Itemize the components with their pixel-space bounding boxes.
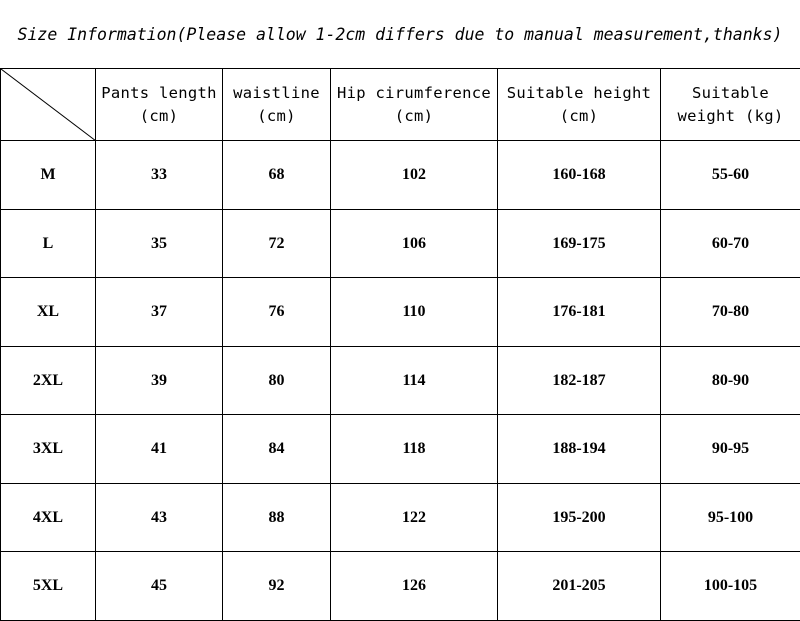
height-cell: 169-175: [498, 209, 661, 278]
header-line2: (cm): [257, 106, 296, 125]
weight-cell: 80-90: [661, 346, 800, 415]
size-cell: 2XL: [1, 346, 96, 415]
hip-cell: 118: [331, 415, 498, 484]
header-pants-length: [96, 69, 223, 141]
pants-length-cell: 33: [96, 141, 223, 210]
hip-cell: 110: [331, 278, 498, 347]
table-row: [1, 278, 800, 347]
weight-cell: 55-60: [661, 141, 800, 210]
size-cell: 3XL: [1, 415, 96, 484]
header-line1: Hip cirumference: [336, 83, 492, 102]
hip-cell: 126: [331, 552, 498, 621]
size-cell: L: [1, 209, 96, 278]
header-weight: [661, 69, 800, 141]
table-row: [1, 483, 800, 552]
header-line2: weight (kg): [677, 106, 784, 125]
hip-cell: 114: [331, 346, 498, 415]
corner-cell: [1, 69, 96, 141]
height-cell: 160-168: [498, 141, 661, 210]
table-row: [1, 346, 800, 415]
hip-cell: 102: [331, 141, 498, 210]
header-line1: Suitable: [691, 83, 770, 102]
size-cell: XL: [1, 278, 96, 347]
pants-length-cell: 37: [96, 278, 223, 347]
header-line1: Suitable height: [506, 83, 652, 102]
height-cell: 201-205: [498, 552, 661, 621]
size-cell: M: [1, 141, 96, 210]
page-title: Size Information(Please allow 1-2cm differs due to manual measurement,thanks): [17, 24, 783, 44]
header-line2: (cm): [559, 106, 599, 125]
weight-cell: 90-95: [661, 415, 800, 484]
weight-cell: 95-100: [661, 483, 800, 552]
pants-length-cell: 41: [96, 415, 223, 484]
table-row: [1, 141, 800, 210]
waistline-cell: 68: [223, 141, 331, 210]
waistline-cell: 92: [223, 552, 331, 621]
weight-cell: 60-70: [661, 209, 800, 278]
header-height: [498, 69, 661, 141]
weight-cell: 100-105: [661, 552, 800, 621]
pants-length-cell: 39: [96, 346, 223, 415]
table-row: [1, 552, 800, 621]
waistline-cell: 80: [223, 346, 331, 415]
size-cell: 4XL: [1, 483, 96, 552]
size-cell: 5XL: [1, 552, 96, 621]
height-cell: 195-200: [498, 483, 661, 552]
pants-length-cell: 43: [96, 483, 223, 552]
waistline-cell: 72: [223, 209, 331, 278]
table-row: [1, 415, 800, 484]
height-cell: 176-181: [498, 278, 661, 347]
waistline-cell: 84: [223, 415, 331, 484]
pants-length-cell: 35: [96, 209, 223, 278]
weight-cell: 70-80: [661, 278, 800, 347]
header-line1: waistline: [233, 83, 320, 102]
header-line2: (cm): [139, 106, 179, 125]
hip-cell: 106: [331, 209, 498, 278]
header-row: [1, 69, 800, 141]
table-row: [1, 209, 800, 278]
waistline-cell: 88: [223, 483, 331, 552]
height-cell: 188-194: [498, 415, 661, 484]
header-line2: (cm): [394, 106, 434, 125]
header-line1: Pants length: [101, 83, 217, 102]
waistline-cell: 76: [223, 278, 331, 347]
size-table: [0, 68, 800, 621]
header-hip: [331, 69, 498, 141]
diagonal-line: [1, 69, 95, 140]
header-waistline: [223, 69, 331, 141]
hip-cell: 122: [331, 483, 498, 552]
pants-length-cell: 45: [96, 552, 223, 621]
height-cell: 182-187: [498, 346, 661, 415]
